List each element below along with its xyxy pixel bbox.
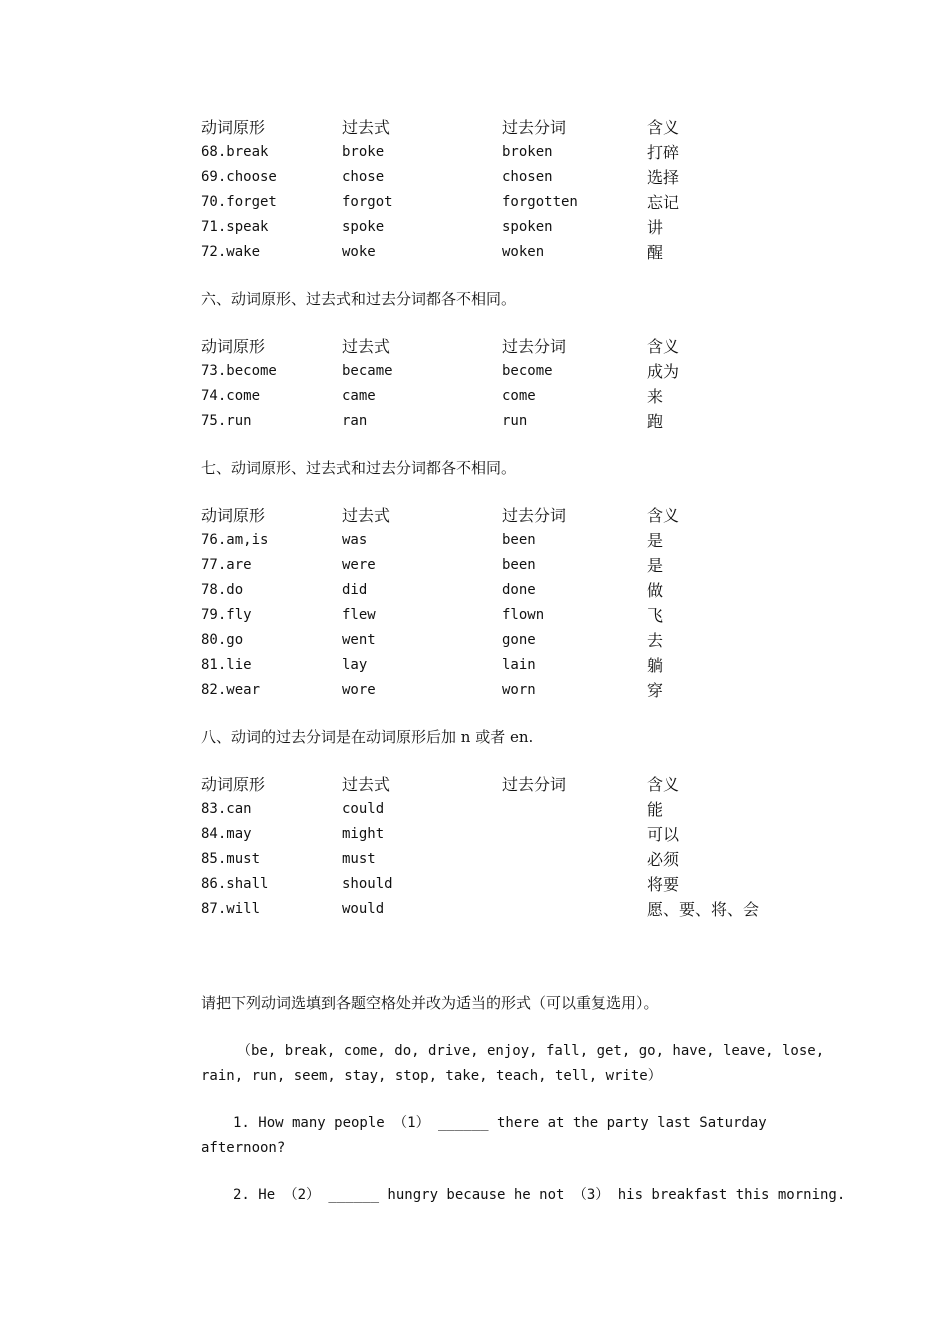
meaning: 选择 (647, 168, 680, 187)
base-form: 72.wake (201, 244, 261, 260)
base-form: 76.am,is (201, 532, 269, 548)
past-tense: flew (342, 607, 376, 623)
past-tense: lay (342, 657, 368, 673)
past-participle: gone (502, 632, 536, 648)
past-tense: broke (342, 144, 385, 160)
header-base-form: 动词原形 (201, 506, 266, 525)
base-form: 80.go (201, 632, 244, 648)
table-row (201, 797, 821, 822)
table-row (201, 872, 821, 897)
word-bank-line: rain, run, seem, stay, stop, take, teach, tell, write） (201, 1068, 662, 1084)
header-base-form: 动词原形 (201, 775, 266, 794)
base-form: 84.may (201, 826, 252, 842)
table-row (201, 653, 821, 678)
base-form: 77.are (201, 557, 252, 573)
meaning: 是 (647, 556, 664, 575)
table-row (201, 578, 821, 603)
question-2 (201, 1183, 846, 1208)
meaning: 忘记 (647, 193, 680, 212)
table-row (201, 678, 821, 703)
meaning: 能 (647, 800, 664, 819)
word-bank-line: （be, break, come, do, drive, enjoy, fall, get, go, have, leave, lose, (237, 1043, 825, 1059)
meaning: 打碎 (647, 143, 680, 162)
meaning: 做 (647, 581, 664, 600)
past-tense: did (342, 582, 368, 598)
meaning: 愿、要、将、会 (647, 900, 760, 919)
table-row (201, 140, 821, 165)
question-1 (201, 1111, 811, 1161)
verb-table-4 (201, 772, 821, 922)
meaning: 讲 (647, 218, 664, 237)
past-tense: should (342, 876, 393, 892)
meaning: 躺 (647, 656, 664, 675)
past-participle: come (502, 388, 536, 404)
meaning: 飞 (647, 606, 664, 625)
past-participle: done (502, 582, 536, 598)
header-past-tense: 过去式 (342, 118, 391, 137)
header-base-form: 动词原形 (201, 337, 266, 356)
meaning: 可以 (647, 825, 680, 844)
past-tense: became (342, 363, 393, 379)
header-past-tense: 过去式 (342, 775, 391, 794)
base-form: 73.become (201, 363, 277, 379)
header-past-tense: 过去式 (342, 337, 391, 356)
base-form: 87.will (201, 901, 261, 917)
table-row (201, 553, 821, 578)
verb-table-3 (201, 503, 821, 703)
meaning: 将要 (647, 875, 680, 894)
table-header-row (201, 772, 821, 797)
base-form: 83.can (201, 801, 252, 817)
past-tense: might (342, 826, 385, 842)
verb-table-1 (201, 115, 821, 265)
past-tense: went (342, 632, 376, 648)
past-tense: forgot (342, 194, 393, 210)
past-participle: been (502, 532, 536, 548)
table-row (201, 409, 821, 434)
meaning: 穿 (647, 681, 664, 700)
past-participle: chosen (502, 169, 553, 185)
base-form: 82.wear (201, 682, 261, 698)
base-form: 79.fly (201, 607, 252, 623)
table-header-row (201, 115, 821, 140)
past-participle: flown (502, 607, 545, 623)
verb-table-2 (201, 334, 821, 434)
base-form: 71.speak (201, 219, 269, 235)
table-row (201, 240, 821, 265)
base-form: 75.run (201, 413, 252, 429)
table-header-row (201, 503, 821, 528)
base-form: 78.do (201, 582, 244, 598)
section-heading-8: 八、动词的过去分词是在动词原形后加 n 或者 en. (201, 728, 534, 746)
header-past-participle: 过去分词 (502, 337, 567, 356)
base-form: 70.forget (201, 194, 277, 210)
section-heading-7: 七、动词原形、过去式和过去分词都各不相同。 (201, 459, 517, 477)
base-form: 68.break (201, 144, 269, 160)
past-participle: woken (502, 244, 545, 260)
past-tense: ran (342, 413, 368, 429)
past-participle: broken (502, 144, 553, 160)
past-participle: run (502, 413, 528, 429)
meaning: 必须 (647, 850, 680, 869)
past-participle: become (502, 363, 553, 379)
meaning: 跑 (647, 412, 664, 431)
meaning: 来 (647, 387, 664, 406)
header-meaning: 含义 (647, 337, 680, 356)
meaning: 是 (647, 531, 664, 550)
table-row (201, 384, 821, 409)
question-line: afternoon? (201, 1140, 286, 1156)
past-tense: were (342, 557, 376, 573)
table-row (201, 528, 821, 553)
table-row (201, 359, 821, 384)
past-tense: spoke (342, 219, 385, 235)
table-row (201, 603, 821, 628)
meaning: 成为 (647, 362, 680, 381)
past-participle: spoken (502, 219, 553, 235)
base-form: 74.come (201, 388, 261, 404)
table-row (201, 190, 821, 215)
table-header-row (201, 334, 821, 359)
past-participle: been (502, 557, 536, 573)
base-form: 81.lie (201, 657, 252, 673)
past-tense: came (342, 388, 376, 404)
past-participle: lain (502, 657, 536, 673)
question-line: 2. He （2） ______ hungry because he not （3） his breakfast this morning. (233, 1187, 846, 1203)
past-participle: worn (502, 682, 536, 698)
past-tense: could (342, 801, 385, 817)
header-meaning: 含义 (647, 118, 680, 137)
section-heading-6: 六、动词原形、过去式和过去分词都各不相同。 (201, 290, 517, 308)
header-meaning: 含义 (647, 506, 680, 525)
past-tense: wore (342, 682, 376, 698)
past-tense: would (342, 901, 385, 917)
table-row (201, 897, 821, 922)
past-tense: must (342, 851, 376, 867)
base-form: 69.choose (201, 169, 277, 185)
past-tense: was (342, 532, 368, 548)
header-past-participle: 过去分词 (502, 118, 567, 137)
table-row (201, 628, 821, 653)
meaning: 去 (647, 631, 664, 650)
past-participle: forgotten (502, 194, 578, 210)
header-past-participle: 过去分词 (502, 506, 567, 525)
meaning: 醒 (647, 243, 664, 262)
header-base-form: 动词原形 (201, 118, 266, 137)
table-row (201, 847, 821, 872)
question-line: 1. How many people （1） ______ there at the party last Saturday (233, 1115, 767, 1131)
past-tense: chose (342, 169, 385, 185)
table-row (201, 822, 821, 847)
table-row (201, 165, 821, 190)
past-tense: woke (342, 244, 376, 260)
header-past-tense: 过去式 (342, 506, 391, 525)
exercise-instruction: 请把下列动词选填到各题空格处并改为适当的形式（可以重复选用）。 (201, 994, 659, 1012)
header-meaning: 含义 (647, 775, 680, 794)
base-form: 86.shall (201, 876, 269, 892)
base-form: 85.must (201, 851, 261, 867)
table-row (201, 215, 821, 240)
word-bank (201, 1039, 825, 1089)
header-past-participle: 过去分词 (502, 775, 567, 794)
